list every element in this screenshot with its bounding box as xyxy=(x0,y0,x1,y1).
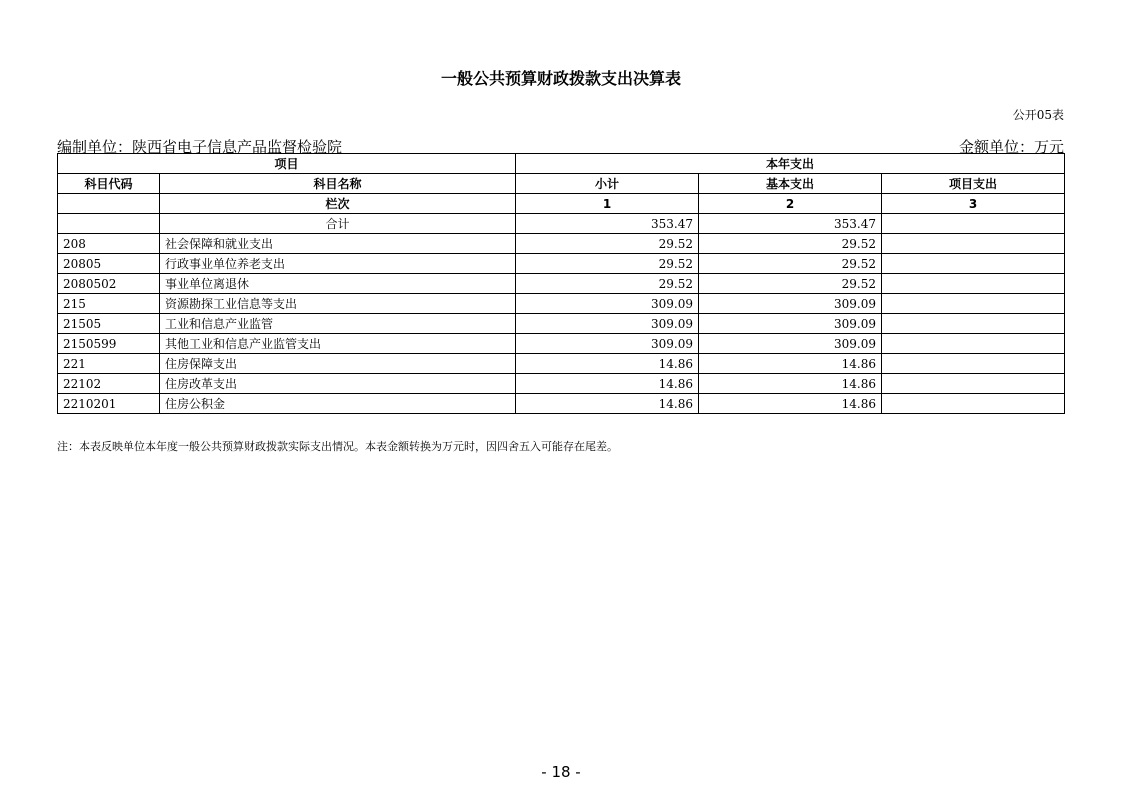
header-row-2 xyxy=(58,174,1065,194)
row-project xyxy=(882,334,1065,354)
column-number-row xyxy=(58,194,1065,214)
amount-unit: 金额单位：万元 xyxy=(958,138,1064,156)
row-name: 工业和信息产业监管 xyxy=(160,314,516,334)
row-name: 住房公积金 xyxy=(160,394,516,414)
table-row xyxy=(58,294,1065,314)
row-subtotal: 29.52 xyxy=(516,254,699,274)
row-project xyxy=(882,354,1065,374)
column-number-2: 2 xyxy=(699,194,882,214)
row-subtotal: 29.52 xyxy=(516,234,699,254)
column-number-label: 栏次 xyxy=(160,194,516,214)
row-name: 住房保障支出 xyxy=(160,354,516,374)
row-code: 2210201 xyxy=(58,394,160,414)
row-basic: 29.52 xyxy=(699,254,882,274)
row-basic: 14.86 xyxy=(699,354,882,374)
header-basic: 基本支出 xyxy=(699,174,882,194)
row-code: 221 xyxy=(58,354,160,374)
row-code: 20805 xyxy=(58,254,160,274)
row-subtotal: 14.86 xyxy=(516,394,699,414)
row-name: 社会保障和就业支出 xyxy=(160,234,516,254)
page-number: - 18 - xyxy=(541,763,581,781)
row-subtotal: 14.86 xyxy=(516,354,699,374)
row-subtotal: 309.09 xyxy=(516,334,699,354)
total-row xyxy=(58,214,1065,234)
row-basic: 14.86 xyxy=(699,374,882,394)
header-project-expense: 项目支出 xyxy=(882,174,1065,194)
row-basic: 309.09 xyxy=(699,314,882,334)
form-number: 公开05表 xyxy=(1012,108,1064,122)
header-code: 科目代码 xyxy=(58,174,160,194)
row-name: 资源勘探工业信息等支出 xyxy=(160,294,516,314)
row-name: 行政事业单位养老支出 xyxy=(160,254,516,274)
row-project xyxy=(882,294,1065,314)
row-code: 2150599 xyxy=(58,334,160,354)
total-label: 合计 xyxy=(160,214,516,234)
row-name: 事业单位离退休 xyxy=(160,274,516,294)
row-basic: 29.52 xyxy=(699,274,882,294)
table-row xyxy=(58,334,1065,354)
row-code: 21505 xyxy=(58,314,160,334)
row-subtotal: 29.52 xyxy=(516,274,699,294)
header-row-1 xyxy=(58,154,1065,174)
total-blank xyxy=(58,214,160,234)
row-subtotal: 14.86 xyxy=(516,374,699,394)
table-row xyxy=(58,354,1065,374)
row-name: 其他工业和信息产业监管支出 xyxy=(160,334,516,354)
row-project xyxy=(882,394,1065,414)
table-row xyxy=(58,394,1065,414)
header-subtotal: 小计 xyxy=(516,174,699,194)
row-basic: 309.09 xyxy=(699,334,882,354)
table-row xyxy=(58,314,1065,334)
row-project xyxy=(882,314,1065,334)
row-project xyxy=(882,234,1065,254)
table-row xyxy=(58,254,1065,274)
header-current-year-expense: 本年支出 xyxy=(516,154,1065,174)
header-name: 科目名称 xyxy=(160,174,516,194)
row-subtotal: 309.09 xyxy=(516,294,699,314)
total-project xyxy=(882,214,1065,234)
row-basic: 29.52 xyxy=(699,234,882,254)
row-project xyxy=(882,274,1065,294)
expenditure-table xyxy=(57,153,1065,414)
row-project xyxy=(882,374,1065,394)
total-subtotal: 353.47 xyxy=(516,214,699,234)
column-number-blank xyxy=(58,194,160,214)
table-row xyxy=(58,234,1065,254)
row-code: 215 xyxy=(58,294,160,314)
row-name: 住房改革支出 xyxy=(160,374,516,394)
column-number-3: 3 xyxy=(882,194,1065,214)
row-basic: 309.09 xyxy=(699,294,882,314)
table-title: 一般公共预算财政拨款支出决算表 xyxy=(440,69,681,88)
header-project: 项目 xyxy=(58,154,516,174)
row-basic: 14.86 xyxy=(699,394,882,414)
row-subtotal: 309.09 xyxy=(516,314,699,334)
table-row xyxy=(58,274,1065,294)
prepared-by-unit: 编制单位：陕西省电子信息产品监督检验院 xyxy=(57,138,343,156)
row-code: 2080502 xyxy=(58,274,160,294)
row-code: 22102 xyxy=(58,374,160,394)
table-row xyxy=(58,374,1065,394)
column-number-1: 1 xyxy=(516,194,699,214)
row-project xyxy=(882,254,1065,274)
total-basic: 353.47 xyxy=(699,214,882,234)
table-note: 注：本表反映单位本年度一般公共预算财政拨款实际支出情况。本表金额转换为万元时，因四舍五入可能存在尾差。 xyxy=(57,440,618,453)
row-code: 208 xyxy=(58,234,160,254)
